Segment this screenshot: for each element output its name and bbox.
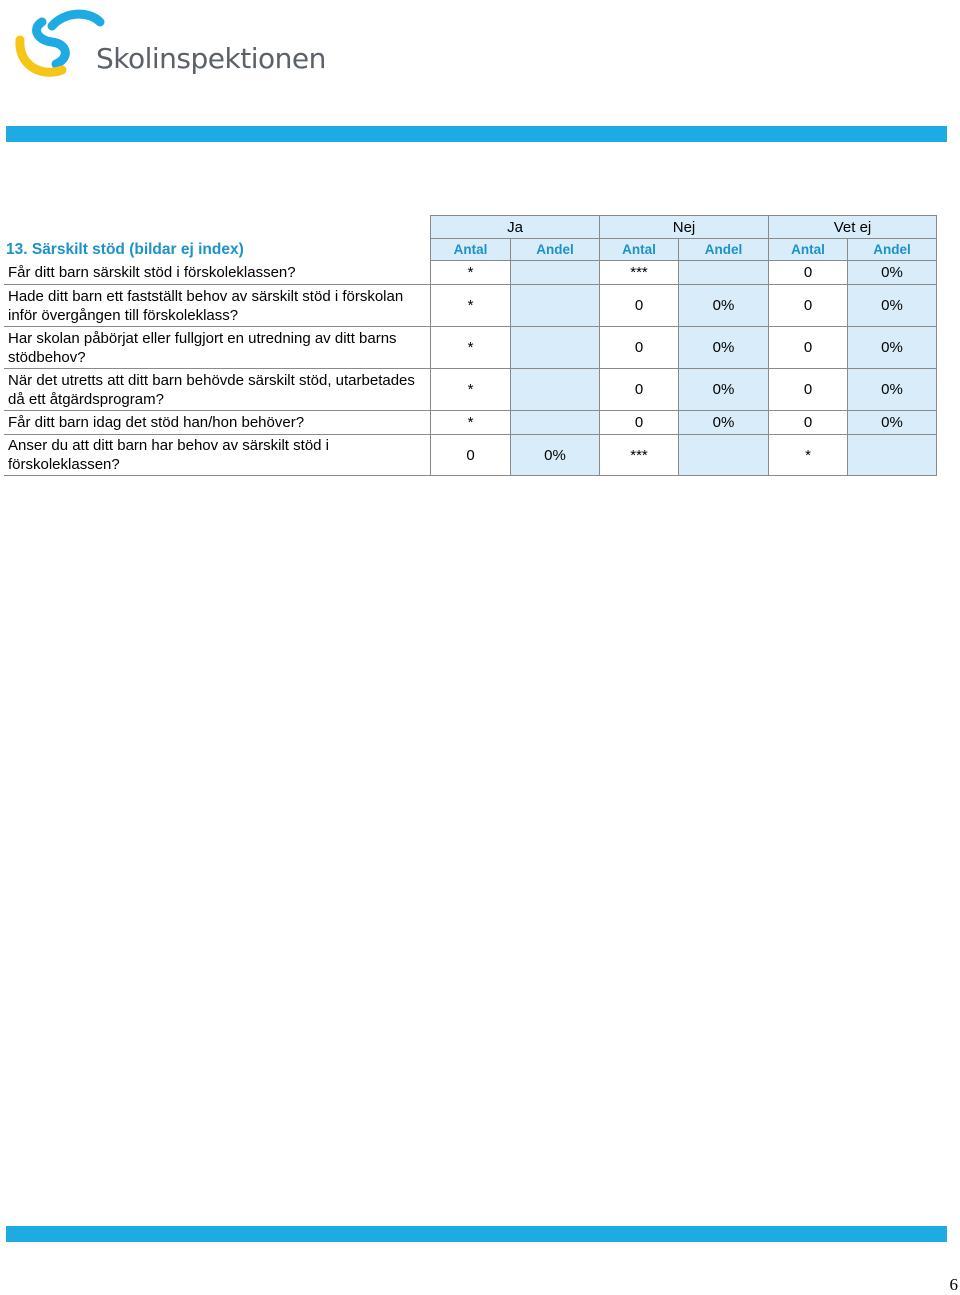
table-cell: 0%	[678, 326, 769, 369]
table-cell: 0	[599, 284, 679, 327]
column-header-andel: Andel	[510, 238, 600, 261]
bottom-accent-bar	[6, 1226, 947, 1242]
table-cell	[510, 368, 600, 411]
section-title: 13. Särskilt stöd (bildar ej index)	[6, 241, 244, 258]
table-cell: 0%	[510, 434, 600, 476]
question-text: Anser du att ditt barn har behov av särskilt stöd i förskoleklassen?	[8, 437, 329, 473]
table-cell: *	[768, 434, 848, 476]
table-cell: 0%	[847, 368, 937, 411]
logo-wordmark: Skolinspektionen	[96, 42, 326, 75]
table-cell: 0	[599, 368, 679, 411]
top-accent-bar	[6, 126, 947, 142]
table-cell: 0%	[847, 284, 937, 327]
table-cell: 0	[768, 410, 848, 435]
question-text: Får ditt barn idag det stöd han/hon behöver?	[8, 414, 305, 431]
table-cell	[510, 326, 600, 369]
table-cell: 0%	[678, 368, 769, 411]
table-cell	[678, 260, 769, 285]
table-cell: 0	[430, 434, 511, 476]
column-header-andel: Andel	[678, 238, 769, 261]
table-cell	[510, 410, 600, 435]
table-cell: *	[430, 260, 511, 285]
column-header-andel: Andel	[847, 238, 937, 261]
question-text: Har skolan påbörjat eller fullgjort en utredning av ditt barns stödbehov?	[8, 329, 397, 366]
table-cell: *	[430, 284, 511, 327]
table-cell	[510, 260, 600, 285]
column-header-antal: Antal	[430, 238, 511, 261]
table-cell	[510, 284, 600, 327]
column-group-nej: Nej	[599, 215, 769, 239]
page-number: 6	[949, 1275, 958, 1294]
question-text: Får ditt barn särskilt stöd i förskoleklassen?	[8, 264, 296, 281]
table-cell: *	[430, 326, 511, 369]
table-cell: *	[430, 368, 511, 411]
skolinspektionen-logo	[12, 6, 326, 80]
question-text: Hade ditt barn ett fastställt behov av särskilt stöd i förskolan inför övergången till förskoleklass?	[8, 287, 404, 324]
question-text: När det utretts att ditt barn behövde särskilt stöd, utarbetades då ett åtgärdsprogram?	[8, 371, 415, 408]
table-cell	[678, 434, 769, 476]
table-cell: *	[430, 410, 511, 435]
table-cell: 0%	[847, 410, 937, 435]
column-header-antal: Antal	[599, 238, 679, 261]
table-cell: 0%	[678, 410, 769, 435]
table-cell: 0%	[678, 284, 769, 327]
table-cell: 0%	[847, 326, 937, 369]
table-cell: 0	[768, 326, 848, 369]
table-cell: 0	[768, 260, 848, 285]
table-cell: ***	[599, 434, 679, 476]
table-cell: ***	[599, 260, 679, 285]
table-cell	[847, 434, 937, 476]
table-cell: 0	[768, 368, 848, 411]
table-cell: 0	[599, 410, 679, 435]
table-cell: 0%	[847, 260, 937, 285]
column-group-ja: Ja	[430, 215, 600, 239]
column-group-vet-ej: Vet ej	[768, 215, 937, 239]
row-divider	[4, 475, 430, 476]
column-header-antal: Antal	[768, 238, 848, 261]
table-cell: 0	[768, 284, 848, 327]
table-cell: 0	[599, 326, 679, 369]
